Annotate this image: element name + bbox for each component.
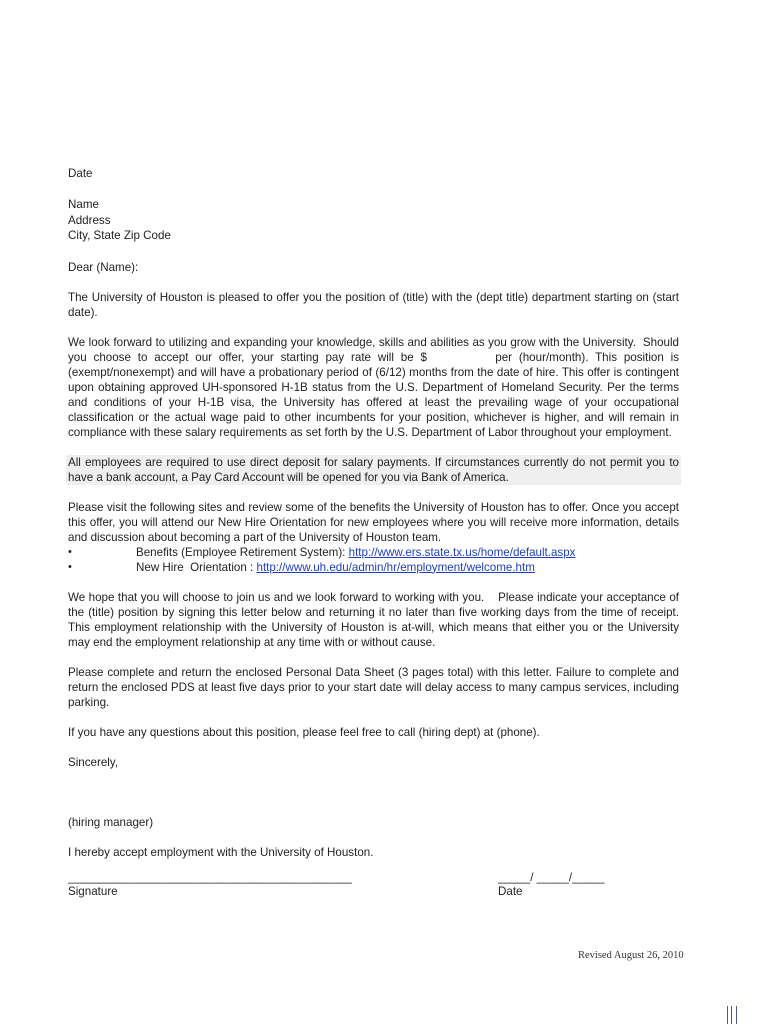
- signer-name: (hiring manager): [68, 815, 154, 829]
- date-placeholder: Date: [68, 167, 93, 180]
- terms-paragraph: We look forward to utilizing and expanding your knowledge, skills and abilities as you grow with the University. Should you choose to accept our offer, your starting pay rate will be $ per (hour/month). This position is (exempt/nonexempt) and will have a probationary period of (6/12) months from the date of hire. This offer is contingent upon obtaining approved UH-sponsored H-1B status from the U.S. Department of Homeland Security. Per the terms and conditions of your H-1B visa, the University has offered at least the prevailing wage of your occupational classification or the actual wage paid to other incumbents for your position, whichever is higher, and will remain in compliance with these salary requirements as set forth by the U.S. Department of Labor throughout your employment.: [68, 335, 683, 439]
- date-field[interactable]: [498, 872, 628, 900]
- ers-link[interactable]: http://www.ers.state.tx.us/home/default.aspx: [348, 545, 576, 559]
- pds-paragraph: Please complete and return the enclosed Personal Data Sheet (3 pages total) with this letter. Failure to complete and return the enclosed PDS at least five days prior to your start date will delay access to many campus services, including parking.: [68, 665, 679, 709]
- salutation: Dear (Name):: [68, 260, 139, 274]
- list-item: [68, 545, 679, 560]
- orientation-link[interactable]: http://www.uh.edu/admin/hr/employment/welcome.htm: [256, 560, 535, 574]
- direct-deposit-paragraph: All employees are required to use direct deposit for salary payments. If circumstances currently do not permit you to have a bank account, a Pay Card Account will be opened for you via Bank of America.: [68, 455, 679, 484]
- acceptance-statement: I hereby accept employment with the University of Houston.: [68, 845, 374, 859]
- bullet: •: [68, 560, 72, 573]
- date-line: _____/ _____/_____: [498, 871, 605, 884]
- intro-paragraph: The University of Houston is pleased to offer you the position of (title) with the (dept title) department starting on (start date).: [68, 290, 679, 319]
- letter-body: [68, 166, 683, 906]
- revised-date: Revised August 26, 2010: [578, 950, 684, 961]
- recipient-city-state-zip: City, State Zip Code: [68, 229, 171, 242]
- acceptance-paragraph: We hope that you will choose to join us and we look forward to working with you. Please indicate your acceptance of the (title) position by signing this letter below and returning it no later than five working days from the time of receipt. This employment relationship with the University of Houston is at-will, which means that either you or the University may end the employment relationship at any time with or without cause.: [68, 590, 683, 649]
- benefits-link-label: Benefits (Employee Retirement System):: [136, 545, 349, 559]
- signature-block: [68, 872, 679, 906]
- recipient-address: [68, 197, 679, 244]
- page-edge-icon: [727, 1006, 737, 1024]
- signature-line: ____________________________________________: [68, 871, 352, 884]
- signature-label: Signature: [68, 884, 118, 898]
- recipient-name: Name: [68, 198, 99, 211]
- closing: Sincerely,: [68, 755, 119, 769]
- list-item: [68, 560, 679, 575]
- signature-field[interactable]: [68, 872, 370, 900]
- orientation-link-label: New Hire Orientation :: [136, 560, 257, 574]
- benefits-intro-paragraph: Please visit the following sites and review some of the benefits the University of Houston has to offer. Once you accept this offer, you will attend our New Hire Orientation for new employees where you will receive more information, details and discussion about becoming a part of the University of Houston team.: [68, 500, 679, 544]
- bullet: •: [68, 545, 72, 558]
- benefit-links-list: [68, 545, 679, 575]
- questions-paragraph: If you have any questions about this position, please feel free to call (hiring dept) at (phone).: [68, 725, 540, 739]
- date-label: Date: [498, 884, 523, 898]
- recipient-street: Address: [68, 213, 111, 227]
